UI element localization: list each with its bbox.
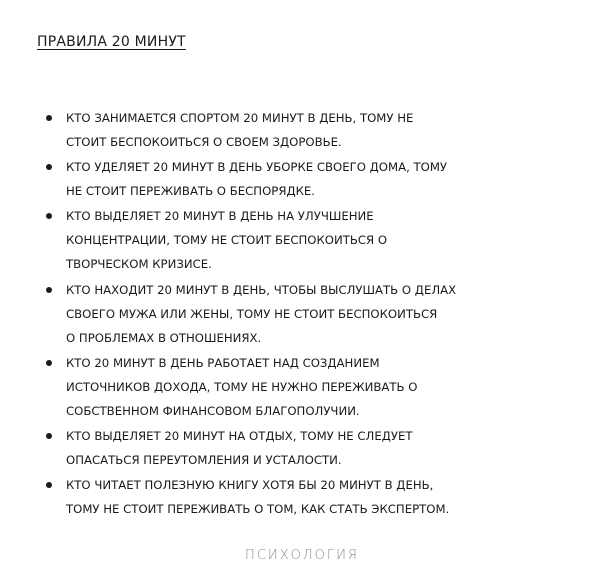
rule-item xyxy=(46,278,586,350)
rule-line: НЕ СТОИТ ПЕРЕЖИВАТЬ О БЕСПОРЯДКЕ. xyxy=(66,184,315,199)
bullet-icon xyxy=(46,482,52,488)
rule-line: ОПАСАТЬСЯ ПЕРЕУТОМЛЕНИЯ И УСТАЛОСТИ. xyxy=(66,452,342,467)
bullet-icon xyxy=(46,287,52,293)
rule-line: СТОИТ БЕСПОКОИТЬСЯ О СВОЕМ ЗДОРОВЬЕ. xyxy=(66,135,342,149)
bullet-icon xyxy=(46,433,52,439)
rule-item xyxy=(46,424,586,472)
rule-line: СОБСТВЕННОМ ФИНАНСОВОМ БЛАГОПОЛУЧИИ. xyxy=(66,403,360,418)
logo: ПСИХОЛОГИЯ xyxy=(245,548,359,563)
rule-line: КТО ЧИТАЕТ ПОЛЕЗНУЮ КНИГУ ХОТЯ БЫ 20 МИНУТ В ДЕНЬ, xyxy=(66,478,434,493)
rule-line: КТО ЗАНИМАЕТСЯ СПОРТОМ 20 МИНУТ В ДЕНЬ, ТОМУ НЕ xyxy=(66,111,414,125)
rule-line: ИСТОЧНИКОВ ДОХОДА, ТОМУ НЕ НУЖНО ПЕРЕЖИВАТЬ О xyxy=(66,379,418,394)
rule-line: СВОЕГО МУЖА ИЛИ ЖЕНЫ, ТОМУ НЕ СТОИТ БЕСПОКОИТЬСЯ xyxy=(66,306,438,321)
rule-line: КТО ВЫДЕЛЯЕТ 20 МИНУТ НА ОТДЫХ, ТОМУ НЕ СЛЕДУЕТ xyxy=(66,428,413,443)
rule-line: КТО 20 МИНУТ В ДЕНЬ РАБОТАЕТ НАД СОЗДАНИЕМ xyxy=(66,355,380,370)
bullet-icon xyxy=(46,164,52,170)
rule-list xyxy=(46,106,586,522)
page-title: ПРАВИЛА 20 МИНУТ xyxy=(37,34,186,50)
rule-item xyxy=(46,473,586,521)
rule-item xyxy=(46,106,586,154)
bullet-icon xyxy=(46,115,52,121)
rule-line: КТО НАХОДИТ 20 МИНУТ В ДЕНЬ, ЧТОБЫ ВЫСЛУШАТЬ О ДЕЛАХ xyxy=(66,282,457,297)
bullet-icon xyxy=(46,360,52,366)
rule-line: КОНЦЕНТРАЦИИ, ТОМУ НЕ СТОИТ БЕСПОКОИТЬСЯ О xyxy=(66,233,388,248)
rule-item xyxy=(46,155,586,203)
rule-line: КТО ВЫДЕЛЯЕТ 20 МИНУТ В ДЕНЬ НА УЛУЧШЕНИЕ xyxy=(66,209,374,224)
rule-line: КТО УДЕЛЯЕТ 20 МИНУТ В ДЕНЬ УБОРКЕ СВОЕГО ДОМА, ТОМУ xyxy=(66,160,448,175)
rule-item xyxy=(46,351,586,423)
rule-line: ТОМУ НЕ СТОИТ ПЕРЕЖИВАТЬ О ТОМ, КАК СТАТЬ ЭКСПЕРТОМ. xyxy=(66,502,450,517)
rule-line: ТВОРЧЕСКОМ КРИЗИСЕ. xyxy=(66,257,212,272)
rule-item xyxy=(46,204,586,276)
rule-line: О ПРОБЛЕМАХ В ОТНОШЕНИЯХ. xyxy=(66,330,262,345)
bullet-icon xyxy=(46,213,52,219)
